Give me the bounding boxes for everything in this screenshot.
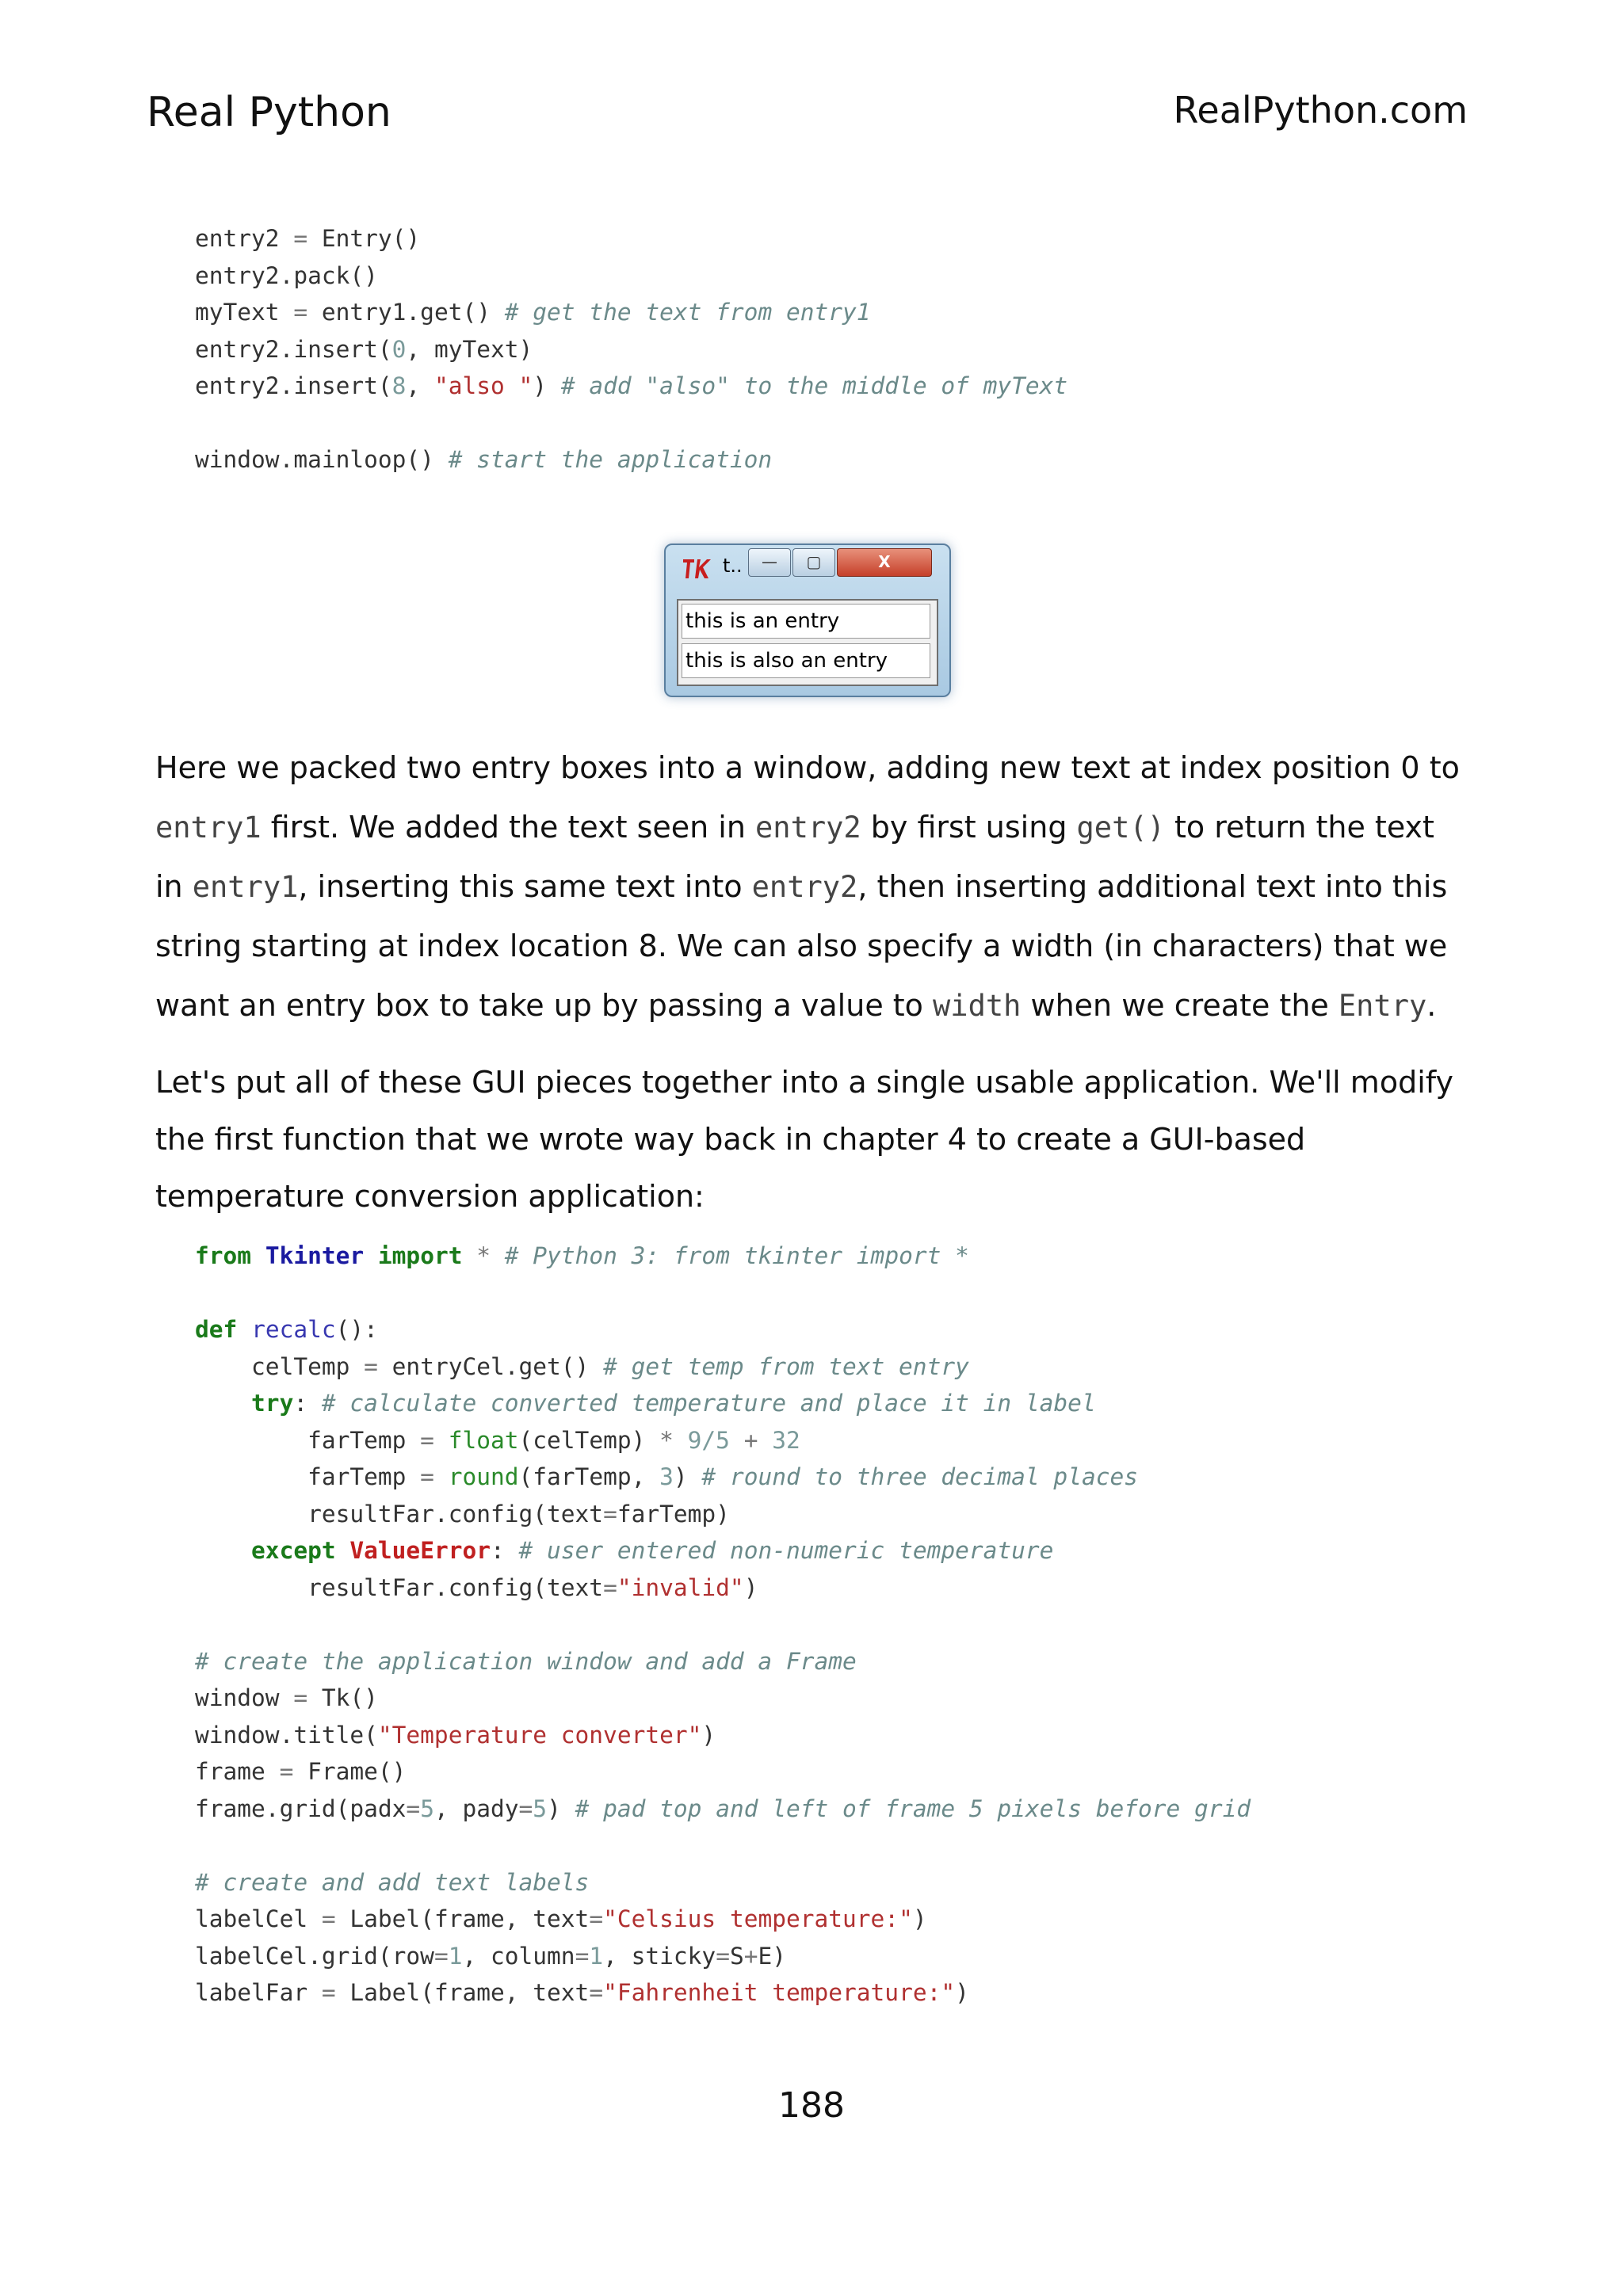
code-token	[237, 1316, 251, 1343]
tk-logo-icon	[682, 556, 713, 582]
code-line	[195, 331, 1067, 368]
code-token: "invalid"	[617, 1573, 744, 1601]
text-run: first. We added the text seen in	[261, 810, 756, 845]
code-token: celTemp	[195, 1352, 365, 1380]
code-token: +	[743, 1942, 758, 1970]
code-token: # get the text from entry1	[504, 299, 871, 326]
code-line	[195, 405, 1067, 442]
code-line	[195, 1791, 1251, 1828]
code-token: resultFar.config(text	[195, 1500, 604, 1527]
code-token: except	[251, 1537, 336, 1564]
code-token: Label(frame, text	[335, 1979, 590, 2006]
code-token: =	[279, 1758, 294, 1785]
code-token: Frame()	[293, 1758, 407, 1785]
code-token	[758, 1427, 772, 1454]
code-token: )	[547, 1794, 575, 1822]
code-line	[195, 441, 1067, 479]
text-run: .	[1426, 988, 1437, 1023]
code-token: # create the application window and add a Frame	[195, 1647, 857, 1675]
code-token: )	[955, 1979, 969, 2006]
code-token: farTemp)	[617, 1500, 730, 1527]
tk-window-figure	[664, 543, 951, 697]
code-token: )	[912, 1905, 927, 1932]
code-token: =	[575, 1942, 590, 1970]
code-token: window.mainloop()	[195, 446, 449, 473]
code-token: # Python 3: from tkinter import *	[504, 1242, 969, 1269]
code-token	[434, 1427, 449, 1454]
text-run: want an entry box to take up by passing a value to	[155, 988, 934, 1023]
code-line	[195, 1459, 1251, 1496]
code-token: entry2	[195, 225, 294, 252]
code-token: 1	[589, 1942, 604, 1970]
code-token	[462, 1242, 476, 1269]
inline-code: entry1	[192, 870, 299, 904]
code-token: , pady	[433, 1794, 519, 1822]
code-token: entry2.insert(	[195, 372, 392, 399]
code-token: window.title(	[195, 1721, 378, 1749]
code-token	[364, 1242, 378, 1269]
code-block-temperature-converter	[195, 1238, 1251, 2012]
code-token: Tk()	[307, 1684, 378, 1711]
code-token: =	[589, 1905, 604, 1932]
code-token: 5	[420, 1794, 434, 1822]
text-run: , inserting this same text into	[298, 869, 752, 904]
code-token: =	[364, 1352, 378, 1380]
book-title: Real Python	[147, 89, 391, 136]
code-token: )	[533, 372, 561, 399]
tk-titlebar	[666, 545, 949, 589]
code-token: :	[293, 1390, 322, 1417]
entry1-field[interactable]: this is an entry	[682, 604, 930, 639]
tk-window-title: t..	[723, 555, 743, 577]
code-token: from	[195, 1242, 252, 1269]
code-token: entry2.insert(	[195, 335, 392, 363]
code-token: frame	[195, 1758, 280, 1785]
text-run: temperature conversion application:	[155, 1179, 705, 1214]
code-token: farTemp	[195, 1426, 421, 1454]
code-token: "Fahrenheit temperature:"	[603, 1979, 956, 2006]
code-token: try	[251, 1390, 294, 1417]
code-line	[195, 1606, 1251, 1643]
code-token	[336, 1537, 350, 1564]
code-token	[195, 1537, 251, 1564]
site-name: RealPython.com	[1173, 89, 1468, 132]
code-token: 0	[391, 335, 407, 363]
code-token: Tkinter	[265, 1242, 365, 1269]
code-token: =	[716, 1942, 730, 1970]
code-token: +	[743, 1426, 758, 1454]
code-token: "Temperature converter"	[377, 1721, 702, 1749]
code-line	[195, 220, 1067, 257]
code-token: farTemp	[195, 1463, 421, 1490]
code-token: , column	[462, 1942, 575, 1970]
code-token: =	[589, 1979, 604, 2006]
code-token: )	[743, 1573, 758, 1601]
text-run: the first function that we wrote way back in chapter 4 to create a GUI-based	[155, 1122, 1306, 1157]
code-token: 1	[448, 1942, 463, 1970]
code-line	[195, 1238, 1251, 1275]
code-token: S	[729, 1942, 744, 1970]
text-run: to return the text	[1164, 810, 1434, 845]
code-token: float	[448, 1426, 519, 1454]
code-token: import	[377, 1242, 463, 1269]
code-token: =	[406, 1794, 421, 1822]
code-token: labelFar	[195, 1979, 322, 2006]
code-block-entry-example	[195, 220, 1067, 479]
code-token: =	[293, 299, 308, 326]
code-token: ():	[335, 1316, 378, 1343]
code-line	[195, 1569, 1251, 1607]
text-run: string starting at index location 8. We can also specify a width (in characters) that we	[155, 929, 1448, 963]
code-token: =	[518, 1794, 533, 1822]
text-run: Let's put all of these GUI pieces together into a single usable application. We'll modify	[155, 1065, 1453, 1100]
code-token: )	[673, 1463, 702, 1490]
code-line	[195, 1827, 1251, 1864]
code-token: def	[195, 1316, 238, 1343]
code-line	[195, 1901, 1251, 1938]
code-line	[195, 1717, 1251, 1754]
code-token: =	[420, 1463, 434, 1490]
code-token	[674, 1427, 688, 1454]
code-token: *	[659, 1426, 674, 1454]
code-line	[195, 1680, 1251, 1717]
code-token: myText	[195, 299, 294, 326]
code-token: =	[603, 1573, 617, 1601]
code-line	[195, 368, 1067, 405]
code-token: 9/5	[687, 1426, 730, 1454]
code-token: (farTemp,	[518, 1463, 660, 1490]
code-line	[195, 1532, 1251, 1569]
code-token	[195, 1390, 251, 1417]
code-line	[195, 1385, 1251, 1422]
code-token: labelCel	[195, 1905, 322, 1932]
code-token: # create and add text labels	[195, 1868, 590, 1896]
text-run: Here we packed two entry boxes into a window, adding new text at index position 0 to	[155, 750, 1460, 785]
code-token: ValueError	[349, 1537, 491, 1564]
code-token: "Celsius temperature:"	[603, 1905, 913, 1932]
code-token: "also "	[433, 372, 533, 399]
paragraph-entry-explanation	[155, 738, 1471, 1035]
code-token: labelCel.grid(row	[195, 1942, 434, 1970]
code-token: 32	[772, 1426, 800, 1454]
code-token: # round to three decimal places	[701, 1463, 1138, 1490]
code-token: :	[491, 1537, 519, 1564]
code-line	[195, 1643, 1251, 1680]
paragraph-app-intro	[155, 1054, 1471, 1225]
inline-code: width	[933, 989, 1022, 1023]
code-token: # user entered non-numeric temperature	[518, 1537, 1054, 1564]
text-run: in	[155, 869, 193, 904]
code-line	[195, 1496, 1251, 1533]
entry2-field[interactable]: this is also an entry	[682, 643, 930, 678]
code-token: , myText)	[406, 335, 533, 363]
code-line	[195, 1275, 1251, 1312]
code-token: entry2.pack()	[195, 261, 378, 289]
code-token: # get temp from text entry	[603, 1352, 969, 1380]
inline-code: entry1	[155, 810, 262, 845]
code-token: =	[603, 1500, 617, 1527]
code-token: 5	[533, 1794, 548, 1822]
code-token: )	[701, 1721, 716, 1749]
inline-code: Entry	[1338, 989, 1427, 1023]
code-token: =	[293, 225, 308, 252]
code-line	[195, 1422, 1251, 1459]
code-line	[195, 1348, 1251, 1386]
code-token: resultFar.config(text	[195, 1573, 604, 1601]
code-token: # add "also" to the middle of myText	[560, 372, 1068, 399]
code-token: window	[195, 1684, 294, 1711]
code-token: ,	[406, 372, 434, 399]
code-token: Label(frame, text	[335, 1905, 590, 1932]
code-token: # calculate converted temperature and place it in label	[321, 1390, 1096, 1417]
code-token: # start the application	[448, 446, 773, 473]
code-token: , sticky	[603, 1942, 716, 1970]
code-token: =	[293, 1684, 308, 1711]
code-token	[491, 1242, 505, 1269]
code-token: # pad top and left of frame 5 pixels before grid	[575, 1794, 1251, 1822]
text-run: by first using	[861, 810, 1077, 845]
code-token: entryCel.get()	[377, 1352, 604, 1380]
code-line	[195, 1311, 1251, 1348]
code-token	[434, 1463, 449, 1490]
code-token: round	[448, 1463, 519, 1490]
code-token: frame.grid(padx	[195, 1794, 407, 1822]
code-token: =	[321, 1905, 336, 1932]
inline-code: entry2	[755, 810, 861, 845]
code-token: recalc	[251, 1316, 336, 1343]
text-run: , then inserting additional text into this	[857, 869, 1448, 904]
code-token: 3	[659, 1463, 674, 1490]
code-token: =	[420, 1426, 434, 1454]
inline-code: get()	[1076, 810, 1165, 845]
tk-window-body	[677, 599, 938, 686]
code-token: Entry()	[307, 225, 421, 252]
code-token: (celTemp)	[518, 1426, 660, 1454]
code-token: 8	[391, 372, 407, 399]
minimize-button[interactable]: —	[748, 548, 791, 577]
page-number: 188	[778, 2085, 845, 2126]
code-token: =	[433, 1942, 449, 1970]
code-line	[195, 257, 1067, 295]
maximize-button[interactable]: ▢	[792, 548, 835, 577]
code-line	[195, 1938, 1251, 1975]
code-line	[195, 294, 1067, 331]
code-line	[195, 1974, 1251, 2012]
inline-code: entry2	[751, 870, 858, 904]
code-line	[195, 1864, 1251, 1901]
code-token: entry1.get()	[307, 299, 505, 326]
code-token: E)	[758, 1942, 787, 1970]
code-token: =	[321, 1979, 336, 2006]
code-line	[195, 1753, 1251, 1791]
code-token	[730, 1427, 744, 1454]
code-token	[251, 1242, 265, 1269]
code-token: *	[476, 1242, 491, 1269]
close-button[interactable]: X	[837, 548, 932, 577]
text-run: when we create the	[1021, 988, 1338, 1023]
